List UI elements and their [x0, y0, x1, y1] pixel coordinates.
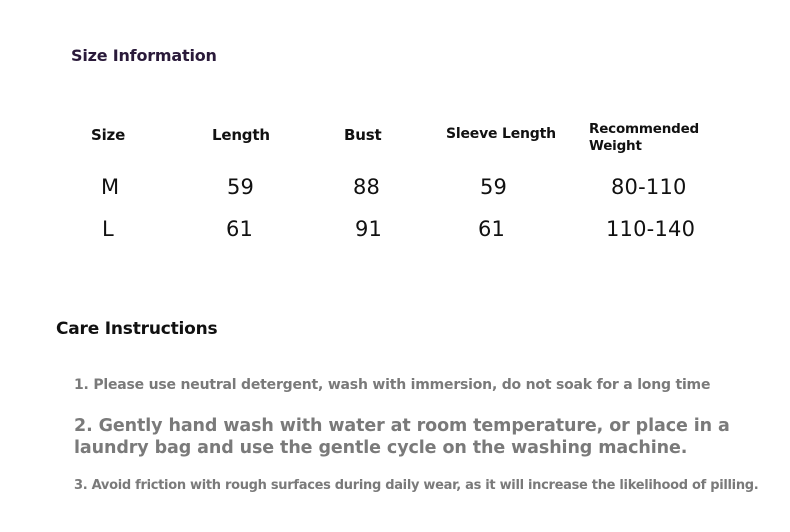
care-instructions-heading: Care Instructions: [56, 319, 218, 339]
care-instruction-2: 2. Gently hand wash with water at room temperature, or place in a laundry bag and use the gentle cycle on the washing machine.: [74, 416, 730, 458]
header-size: Size: [91, 126, 126, 144]
size-information-heading: Size Information: [71, 46, 217, 65]
header-length: Length: [212, 126, 270, 144]
row-m-size: M: [101, 175, 120, 199]
row-l-sleeve-length: 61: [478, 217, 506, 241]
row-m-recommended-weight: 80-110: [611, 175, 687, 199]
row-l-recommended-weight: 110-140: [606, 217, 696, 241]
row-m-bust: 88: [353, 175, 381, 199]
header-sleeve-length: Sleeve Length: [446, 126, 556, 142]
row-l-size: L: [102, 217, 114, 241]
header-bust: Bust: [344, 126, 382, 144]
row-l-bust: 91: [355, 217, 383, 241]
row-l-length: 61: [226, 217, 254, 241]
row-m-length: 59: [227, 175, 255, 199]
row-m-sleeve-length: 59: [480, 175, 508, 199]
care-instruction-1: 1. Please use neutral detergent, wash with immersion, do not soak for a long time: [74, 377, 711, 393]
header-recommended-weight: Recommended Weight: [589, 121, 700, 154]
care-instruction-3: 3. Avoid friction with rough surfaces during daily wear, as it will increase the likelihood of pilling.: [74, 478, 759, 493]
